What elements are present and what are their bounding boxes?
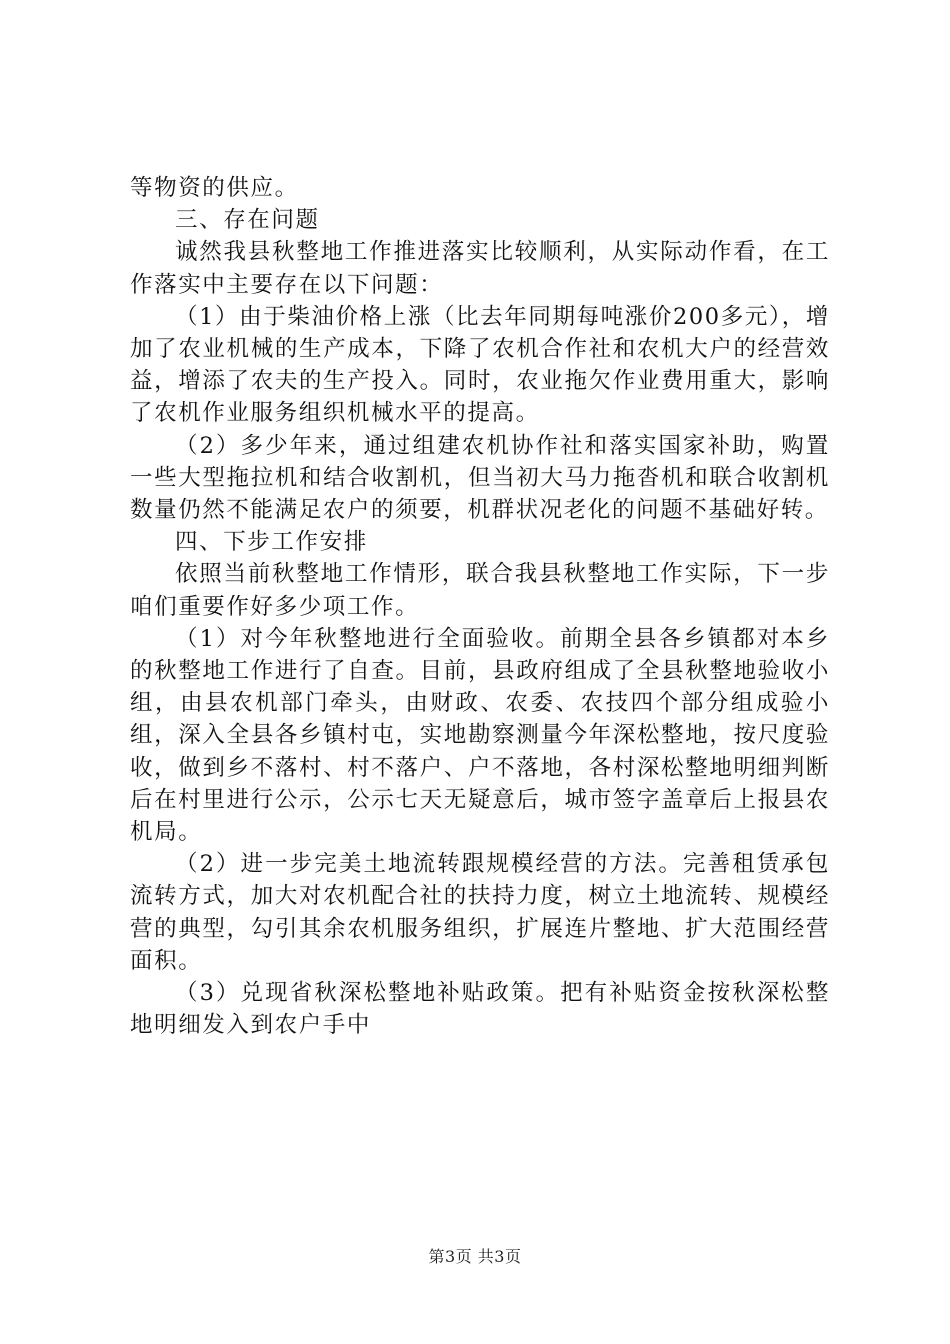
list-item: （1）由于柴油价格上涨（比去年同期每吨涨价200多元），增加了农业机械的生产成本，下降了农机合作社和农机大户的经营效益，增添了农夫的生产投入。同时，农业拖欠作业费用重大，影响了农机作业服务组织机械水平的提高。 — [130, 303, 830, 427]
page-number-footer: 第3页 共3页 — [428, 1247, 522, 1266]
paragraph: 依照当前秋整地工作情形，联合我县秋整地工作实际，下一步咱们重要作好多少项工作。 — [130, 561, 830, 620]
list-item: （2）多少年来，通过组建农机协作社和落实国家补助，购置一些大型拖拉机和结合收割机，但当初大马力拖沓机和联合收割机数量仍然不能满足农户的须要，机群状况老化的问题不基础好转。 — [130, 432, 830, 524]
list-item: （3）兑现省秋深松整地补贴政策。把有补贴资金按秋深松整地明细发入到农户手中 — [130, 980, 830, 1039]
list-item: （1）对今年秋整地进行全面验收。前期全县各乡镇都对本乡的秋整地工作进行了自查。目前，县政府组成了全县秋整地验收小组，由县农机部门牵头，由财政、农委、农技四个部分组成验小组，深入全县各乡镇村屯，实地勘察测量今年深松整地，按尺度验收，做到乡不落村、村不落户、户不落地，各村深松整地明细判断后在村里进行公示，公示七天无疑意后，城市签字盖章后上报县农机局。 — [130, 625, 830, 846]
paragraph: 诚然我县秋整地工作推进落实比较顺利，从实际动作看，在工作落实中主要存在以下问题： — [130, 239, 830, 298]
list-item: （2）进一步完美土地流转跟规模经营的方法。完善租赁承包流转方式，加大对农机配合社的扶持力度，树立土地流转、规模经营的典型，勾引其余农机服务组织，扩展连片整地、扩大范围经营面积。 — [130, 851, 830, 974]
section-heading: 四、下步工作安排 — [175, 529, 368, 556]
paragraph: 等物资的供应。 — [130, 175, 299, 201]
section-heading: 三、存在问题 — [175, 207, 320, 234]
document-body — [130, 172, 830, 1041]
